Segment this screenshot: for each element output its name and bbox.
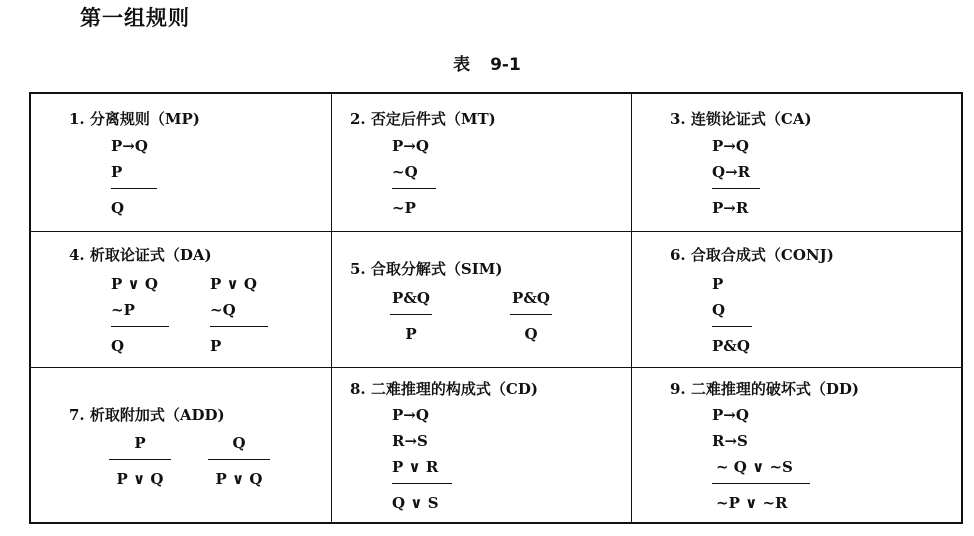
table-caption: 表 9-1 [453,55,521,75]
premise: P→Q [392,406,429,424]
rule-cell-add [31,368,332,522]
inference-bar [390,314,432,315]
rule-form-left [109,430,171,492]
premise: P→Q [712,406,749,424]
premise: ~P [111,301,135,319]
rule-cell-ca [632,94,961,232]
rule-body [712,402,810,516]
inference-bar [109,459,171,460]
inference-bar [712,326,752,327]
rule-body [712,271,752,359]
conclusion: P ∨ Q [116,470,164,488]
inference-bar [208,459,270,460]
conclusion: P [210,337,222,355]
rule-cell-da [31,232,332,368]
premise: P ∨ Q [111,275,158,293]
conclusion: P ∨ Q [215,470,263,488]
inference-bar [510,314,552,315]
rule-title: 6. 合取合成式（CONJ) [670,246,834,264]
conclusion: P [405,325,417,343]
rule-cell-mp [31,94,332,232]
inference-bar [392,188,436,189]
rule-title: 8. 二难推理的构成式（CD) [350,380,538,398]
premise: P&Q [392,289,430,307]
rule-title: 2. 否定后件式（MT) [350,110,496,128]
conclusion: ~P ∨ ~R [716,494,788,512]
rule-title: 3. 连锁论证式（CA) [670,110,812,128]
rule-body [111,133,157,221]
inference-bar [111,188,157,189]
conclusion: ~P [392,199,416,217]
conclusion: P→R [712,199,749,217]
section-title: 第一组规则 [80,6,190,30]
rule-title: 7. 析取附加式（ADD) [69,406,225,424]
inference-bar [210,326,268,327]
premise: P ∨ Q [210,275,257,293]
rule-body [392,133,436,221]
rule-form-right [210,271,268,359]
rule-cell-cd [332,368,632,522]
rule-title: 9. 二难推理的破坏式（DD) [670,380,859,398]
rule-title: 4. 析取论证式（DA) [69,246,212,264]
premise: Q [232,434,246,452]
conclusion: Q [524,325,538,343]
inference-bar [712,188,760,189]
rule-form-right [510,285,552,347]
rule-cell-conj [632,232,961,368]
rule-form-left [390,285,432,347]
premise: P→Q [111,137,148,155]
premise: ~ Q ∨ ~S [716,458,793,476]
rule-cell-sim [332,232,632,368]
premise: Q [712,301,726,319]
rule-title: 5. 合取分解式（SIM) [350,260,503,278]
rule-title: 1. 分离规则（MP) [69,110,200,128]
conclusion: Q ∨ S [392,494,439,512]
premise: Q→R [712,163,751,181]
rule-cell-dd [632,368,961,522]
premise: P [111,163,123,181]
conclusion: P&Q [712,337,750,355]
premise: ~Q [210,301,236,319]
conclusion: Q [111,199,125,217]
premise: P→Q [712,137,749,155]
rule-body [392,402,452,516]
rule-form-left [111,271,169,359]
premise: R→S [392,432,428,450]
premise: P→Q [392,137,429,155]
conclusion: Q [111,337,125,355]
premise: P ∨ R [392,458,439,476]
premise: R→S [712,432,748,450]
rule-body [712,133,760,221]
rules-table [29,92,963,524]
premise: P [134,434,146,452]
rule-form-right [208,430,270,492]
inference-bar [111,326,169,327]
premise: P [712,275,724,293]
inference-bar [712,483,810,484]
inference-bar [392,483,452,484]
premise: ~Q [392,163,418,181]
premise: P&Q [512,289,550,307]
rule-cell-mt [332,94,632,232]
